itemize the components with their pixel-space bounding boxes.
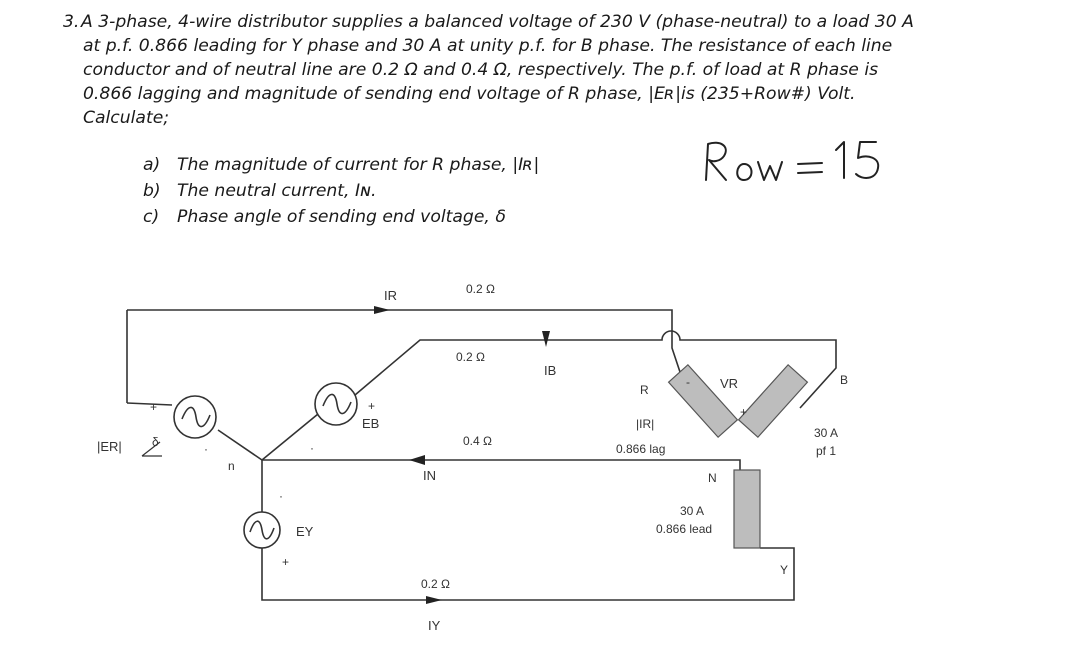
problem-line-2: at p.f. 0.866 leading for Y phase and 30 A at unity p.f. for B phase. The resistance of each line	[83, 36, 893, 56]
label-load-r: R	[640, 383, 649, 397]
label-load-plus: +	[740, 405, 748, 419]
label-ir: IR	[384, 288, 397, 303]
label-vr: VR	[720, 376, 739, 391]
subquestion-c-label: c)	[143, 207, 160, 227]
label-iy: IY	[428, 618, 441, 633]
ib-arrow	[542, 331, 550, 347]
subquestion-c-text: Phase angle of sending end voltage, δ	[177, 207, 506, 227]
source-ey	[244, 512, 280, 548]
label-ey: EY	[296, 524, 314, 539]
label-load-ir: |IR|	[636, 417, 655, 431]
label-load-n: N	[708, 471, 717, 485]
neutral-wire	[262, 460, 740, 470]
problem-line-5: Calculate;	[83, 108, 170, 128]
label-in: IN	[423, 468, 436, 483]
label-r-line-r: 0.2 Ω	[466, 282, 495, 296]
load-b-coil	[739, 365, 808, 437]
label-load-b: B	[840, 373, 849, 387]
label-load-y-current: 30 A	[680, 504, 705, 518]
source-er	[174, 396, 216, 438]
label-r-line-y: 0.2 Ω	[421, 577, 450, 591]
label-eb: EB	[362, 416, 380, 431]
subquestion-b-label: b)	[143, 181, 161, 201]
label-load-r-pf: 0.866 lag	[616, 442, 666, 456]
label-er: |ER|	[97, 439, 122, 454]
problem-line-1: A 3-phase, 4-wire distributor supplies a balanced voltage of 230 V (phase-neutral) to a load 30 A	[81, 12, 914, 32]
label-ey-plus: +	[282, 555, 290, 569]
load-y-coil	[734, 470, 760, 548]
label-load-minus: -	[686, 375, 690, 389]
problem-line-4: 0.866 lagging and magnitude of sending end voltage of R phase, |Eʀ|is (235+Row#) Volt.	[83, 84, 856, 104]
r-line-wire	[127, 310, 682, 378]
label-er-plus: +	[150, 400, 158, 414]
label-r-neutral: 0.4 Ω	[463, 434, 492, 448]
subquestion-a-label: a)	[143, 155, 161, 175]
label-node-n: n	[228, 459, 235, 473]
label-load-y-pf: 0.866 lead	[656, 522, 713, 536]
problem-line-3: conductor and of neutral line are 0.2 Ω and 0.4 Ω, respectively. The p.f. of load at R phase is	[83, 60, 879, 80]
in-arrow	[409, 455, 425, 465]
label-eb-dot: ·	[310, 441, 314, 455]
label-load-b-current: 30 A	[814, 426, 839, 440]
subquestion-a-text: The magnitude of current for R phase, |Iʀ|	[177, 155, 540, 175]
label-eb-plus: +	[368, 399, 376, 413]
label-load-y: Y	[780, 563, 789, 577]
ir-arrow	[374, 306, 390, 314]
label-ib: IB	[544, 363, 557, 378]
problem-number: 3.	[63, 12, 80, 32]
label-delta: δ	[152, 435, 159, 449]
y-line-wire	[262, 545, 794, 600]
label-load-b-pf: pf 1	[816, 444, 837, 458]
label-ey-dot: ·	[279, 489, 283, 503]
label-er-dot: ·	[204, 442, 208, 456]
source-eb	[315, 383, 357, 425]
iy-arrow	[426, 596, 442, 604]
label-r-line-b: 0.2 Ω	[456, 350, 485, 364]
r-source-to-n-wire	[218, 430, 262, 460]
subquestion-b-text: The neutral current, Iɴ.	[177, 181, 377, 201]
